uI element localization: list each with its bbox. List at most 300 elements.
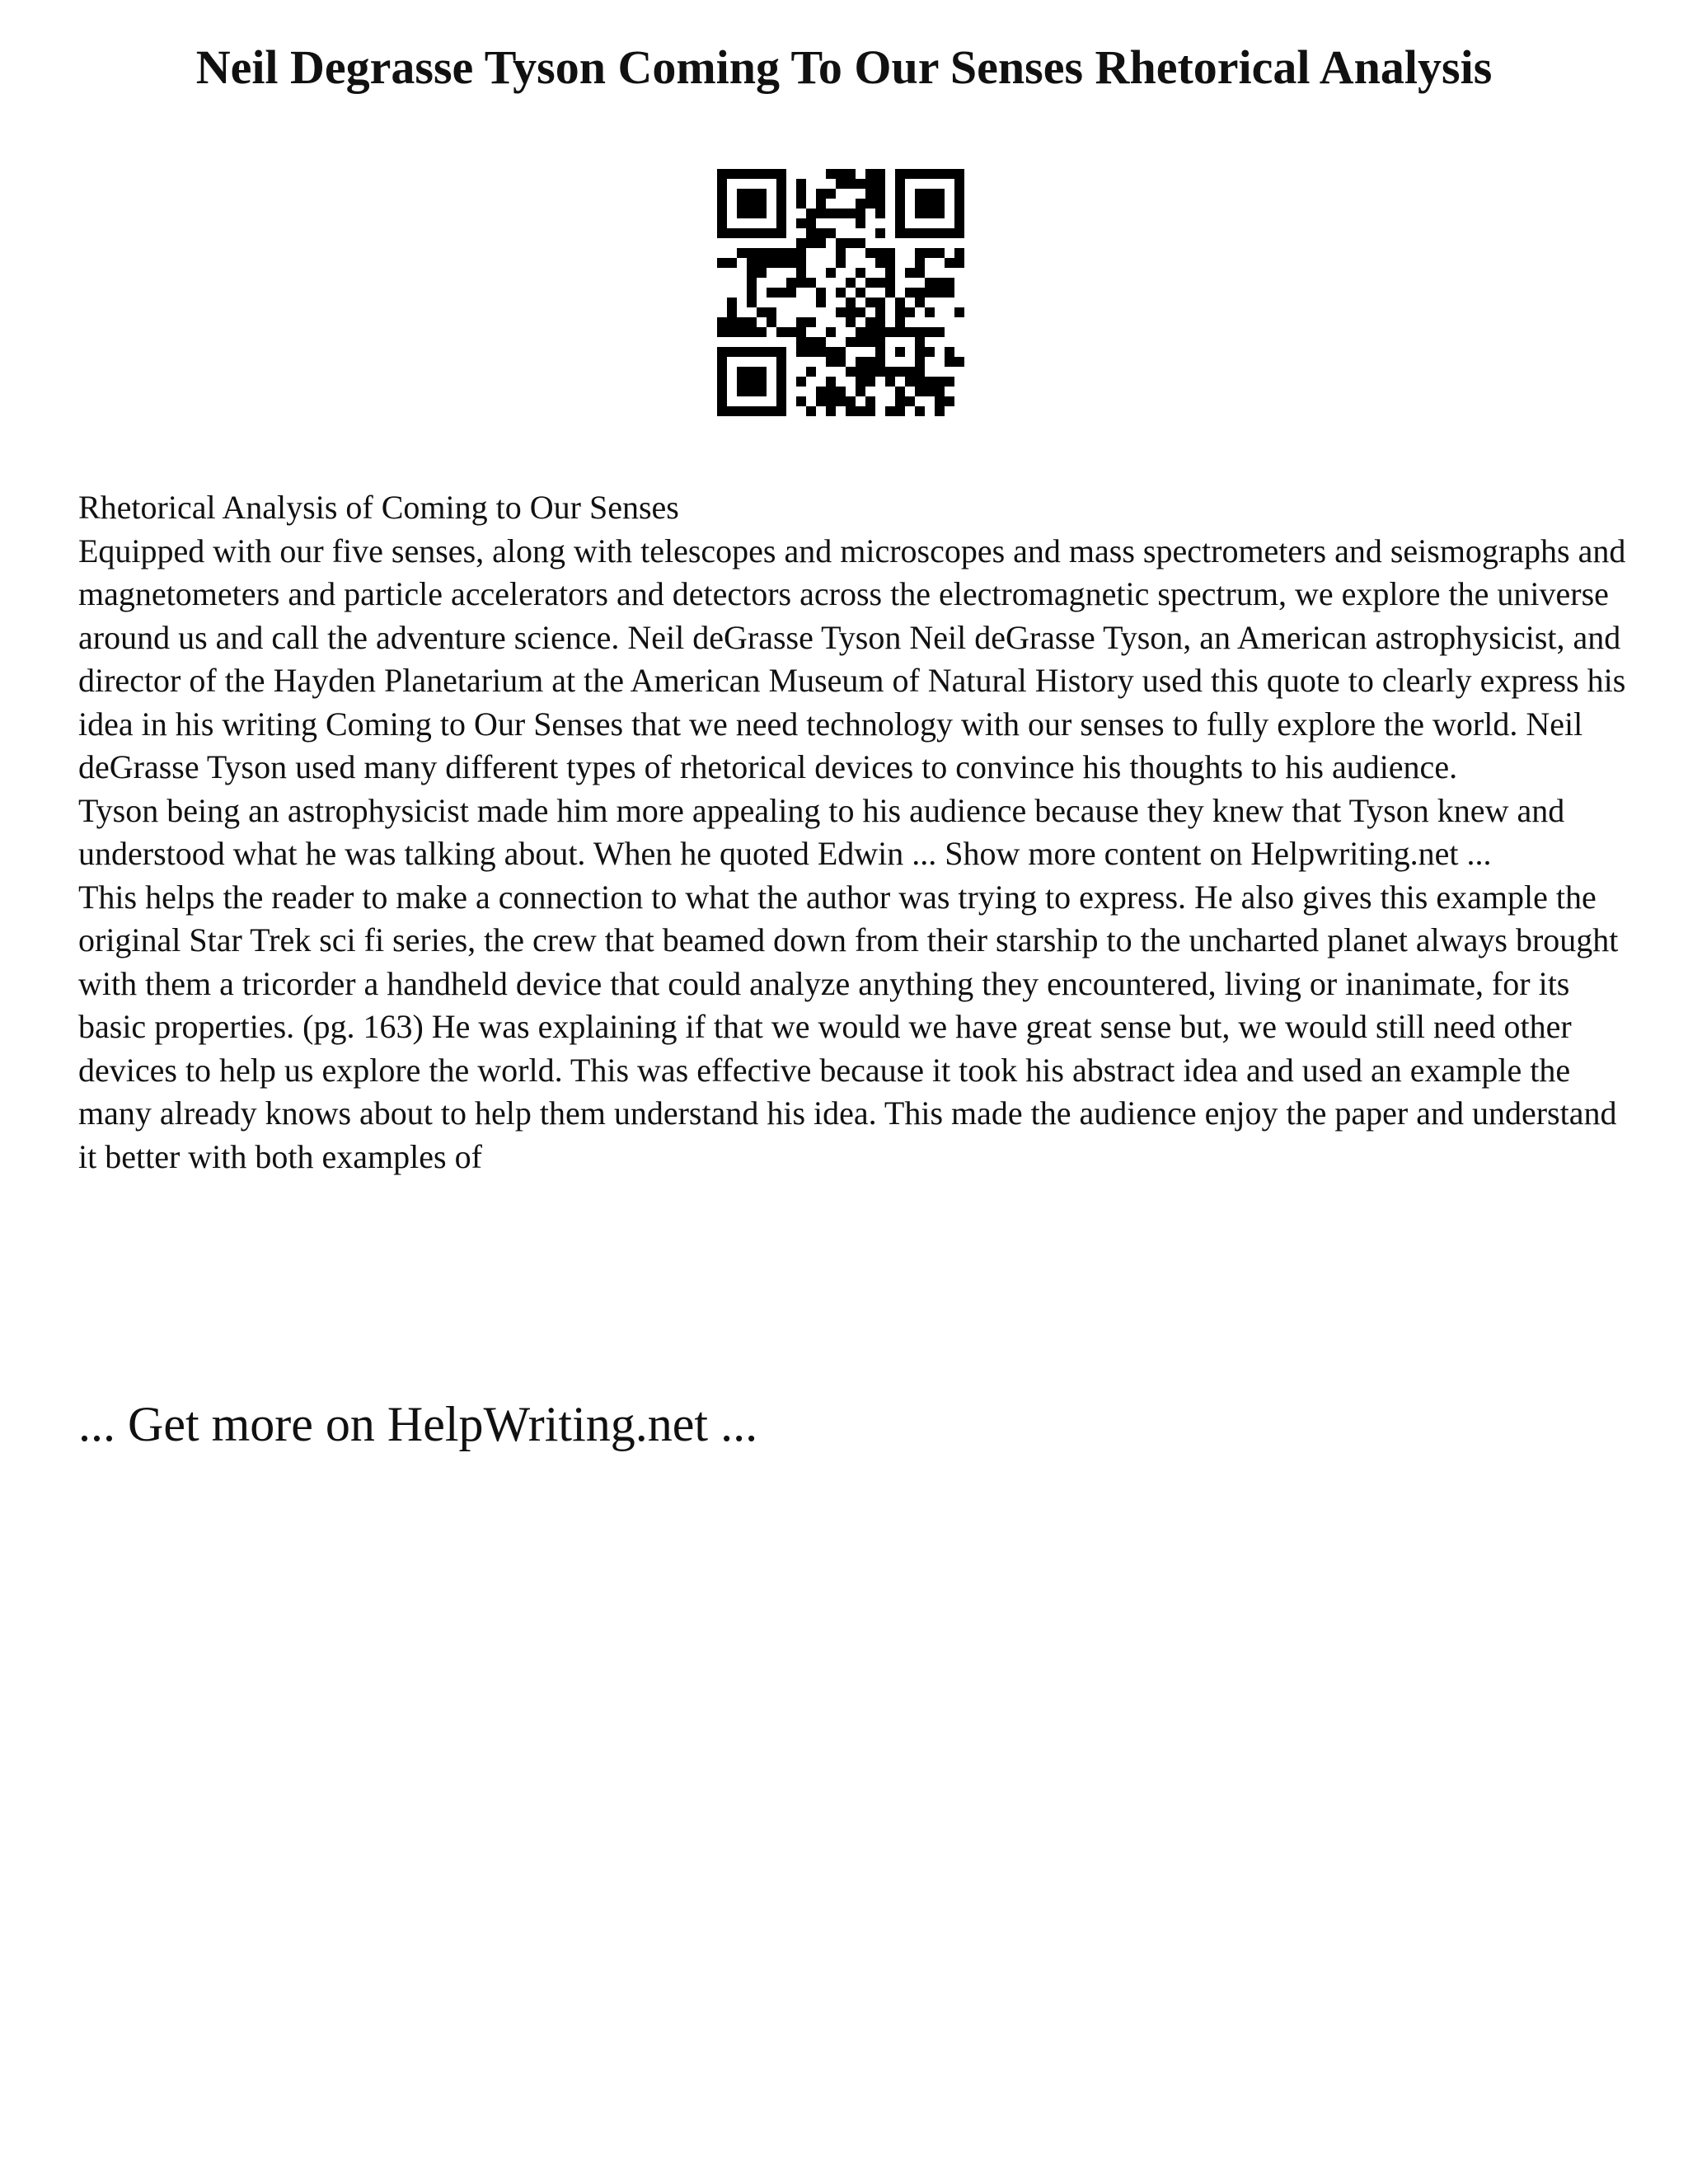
qr-module (925, 387, 935, 396)
qr-module (846, 179, 856, 189)
qr-module (875, 258, 885, 268)
qr-module (895, 347, 905, 357)
qr-module (935, 278, 945, 288)
qr-module (915, 258, 925, 268)
qr-module (865, 406, 875, 416)
qr-module (767, 228, 776, 238)
qr-module (826, 189, 836, 199)
qr-module (826, 209, 836, 218)
qr-module (846, 317, 856, 327)
qr-module (776, 347, 786, 357)
section-heading: Rhetorical Analysis of Coming to Our Senses (78, 489, 679, 526)
qr-module (767, 288, 776, 298)
qr-module (757, 387, 767, 396)
qr-module (846, 406, 856, 416)
qr-module (727, 298, 737, 307)
qr-module (816, 337, 826, 347)
qr-module (875, 248, 885, 258)
qr-module (747, 406, 757, 416)
qr-module (816, 347, 826, 357)
qr-module (757, 199, 767, 209)
qr-module (737, 367, 747, 377)
qr-module (915, 228, 925, 238)
qr-module (875, 179, 885, 189)
qr-module (925, 307, 935, 317)
qr-module (747, 228, 757, 238)
qr-module (915, 199, 925, 209)
qr-module (796, 347, 806, 357)
qr-module (717, 228, 727, 238)
qr-module (836, 209, 846, 218)
qr-module (796, 238, 806, 248)
qr-module (925, 327, 935, 337)
qr-module (954, 199, 964, 209)
qr-module (717, 387, 727, 396)
qr-module (875, 327, 885, 337)
qr-module (757, 248, 767, 258)
qr-module (865, 327, 875, 337)
qr-module (796, 268, 806, 278)
paragraph-intro: Equipped with our five senses, along with telescopes and microscopes and mass spectrometers and seismographs and magnetometers and particle accelerators and detectors across the electromagnetic spectrum, we explore the universe around us and call the adventure science. Neil deGrasse Tyson Neil deGrasse Tyson, an American astrophysicist, and director of the Hayden Planetarium at the American Museum of Natural History used this quote to clearly express his idea in his writing Coming to Our Senses that we need technology with our senses to fully explore the world. Neil deGrasse Tyson used many different types of rhetorical devices to convince his thoughts to his audience. (78, 532, 1626, 785)
qr-module (806, 317, 816, 327)
qr-module (836, 307, 846, 317)
qr-module (875, 367, 885, 377)
qr-module (846, 337, 856, 347)
qr-module (935, 248, 945, 258)
qr-module (885, 288, 895, 298)
qr-module (836, 396, 846, 406)
qr-module (895, 209, 905, 218)
qr-module (806, 278, 816, 288)
qr-module (954, 189, 964, 199)
qr-module (875, 209, 885, 218)
qr-module (737, 189, 747, 199)
qr-module (885, 258, 895, 268)
qr-module (856, 238, 865, 248)
qr-module (747, 347, 757, 357)
qr-module (865, 367, 875, 377)
qr-module (935, 199, 945, 209)
qr-module (836, 387, 846, 396)
qr-module (885, 367, 895, 377)
qr-module (856, 179, 865, 189)
qr-module (776, 387, 786, 396)
qr-module (935, 288, 945, 298)
qr-module (786, 258, 796, 268)
qr-module (925, 189, 935, 199)
qr-module (717, 367, 727, 377)
qr-module (885, 278, 895, 288)
qr-module (865, 189, 875, 199)
qr-module (776, 189, 786, 199)
qr-module (905, 268, 915, 278)
qr-module (767, 258, 776, 268)
qr-module (717, 169, 727, 179)
qr-module (806, 337, 816, 347)
qr-module (945, 288, 954, 298)
qr-module (925, 169, 935, 179)
qr-module (747, 258, 757, 268)
qr-module (776, 406, 786, 416)
qr-module (757, 347, 767, 357)
qr-module (806, 228, 816, 238)
qr-module (915, 169, 925, 179)
qr-module (776, 258, 786, 268)
qr-module (895, 327, 905, 337)
get-more-link[interactable]: ... Get more on HelpWriting.net ... (78, 1397, 758, 1451)
qr-module (816, 387, 826, 396)
qr-module (915, 357, 925, 367)
qr-module (875, 189, 885, 199)
qr-module (954, 209, 964, 218)
qr-module (905, 327, 915, 337)
qr-module (836, 258, 846, 268)
qr-module (915, 209, 925, 218)
qr-module (776, 357, 786, 367)
qr-module (905, 169, 915, 179)
qr-module (856, 199, 865, 209)
qr-module (826, 268, 836, 278)
qr-module (895, 218, 905, 228)
qr-module (875, 347, 885, 357)
qr-module (826, 327, 836, 337)
qr-module (846, 238, 856, 248)
qr-module (717, 317, 727, 327)
qr-module (717, 406, 727, 416)
qr-module (786, 248, 796, 258)
qr-module (836, 347, 846, 357)
qr-module (945, 228, 954, 238)
qr-module (776, 218, 786, 228)
qr-module (757, 377, 767, 387)
qr-module (727, 406, 737, 416)
qr-module (737, 406, 747, 416)
qr-module (945, 278, 954, 288)
qr-module (816, 396, 826, 406)
qr-module (767, 347, 776, 357)
qr-module (717, 179, 727, 189)
qr-module (826, 357, 836, 367)
qr-module (816, 199, 826, 209)
qr-module (717, 258, 727, 268)
qr-module (846, 209, 856, 218)
qr-module (895, 307, 905, 317)
qr-module (875, 199, 885, 209)
qr-module (767, 317, 776, 327)
qr-module (954, 248, 964, 258)
qr-module (757, 228, 767, 238)
qr-module (747, 298, 757, 307)
qr-module (796, 189, 806, 199)
qr-module (826, 396, 836, 406)
qr-module (747, 367, 757, 377)
qr-module (776, 288, 786, 298)
qr-module (796, 218, 806, 228)
qr-module (915, 406, 925, 416)
qr-module (747, 199, 757, 209)
qr-module (846, 169, 856, 179)
qr-module (865, 317, 875, 327)
qr-module (776, 396, 786, 406)
qr-module (954, 169, 964, 179)
qr-module (945, 396, 954, 406)
qr-module (757, 268, 767, 278)
qr-module (954, 258, 964, 268)
qr-module (727, 228, 737, 238)
qr-module (737, 347, 747, 357)
qr-module (747, 317, 757, 327)
qr-module (747, 288, 757, 298)
qr-module (846, 278, 856, 288)
qr-module (776, 248, 786, 258)
qr-module (727, 258, 737, 268)
qr-module (836, 179, 846, 189)
qr-module (826, 347, 836, 357)
qr-module (826, 228, 836, 238)
qr-module (737, 327, 747, 337)
qr-module (915, 377, 925, 387)
qr-module (786, 327, 796, 337)
qr-module (885, 268, 895, 278)
qr-module (767, 248, 776, 258)
qr-module (865, 337, 875, 347)
qr-module (935, 228, 945, 238)
qr-module (885, 377, 895, 387)
qr-module (836, 288, 846, 298)
qr-module (796, 179, 806, 189)
qr-module (767, 169, 776, 179)
qr-module (925, 288, 935, 298)
qr-module (776, 199, 786, 209)
qr-module (865, 377, 875, 387)
qr-module (757, 406, 767, 416)
qr-module (905, 396, 915, 406)
qr-module (776, 327, 786, 337)
qr-module (895, 228, 905, 238)
qr-module (915, 387, 925, 396)
qr-module (806, 347, 816, 357)
qr-module (895, 298, 905, 307)
qr-module (737, 209, 747, 218)
qr-module (925, 209, 935, 218)
qr-module (796, 258, 806, 268)
qr-module (806, 209, 816, 218)
qr-module (816, 288, 826, 298)
qr-module (915, 288, 925, 298)
qr-module (925, 278, 935, 288)
qr-module (865, 179, 875, 189)
qr-module (875, 169, 885, 179)
qr-module (796, 199, 806, 209)
qr-module (747, 327, 757, 337)
qr-module (757, 307, 767, 317)
qr-module (796, 248, 806, 258)
qr-module (856, 307, 865, 317)
qr-module (757, 327, 767, 337)
qr-module (875, 278, 885, 288)
qr-module (915, 248, 925, 258)
qr-module (826, 387, 836, 396)
qr-module (945, 357, 954, 367)
qr-module (767, 406, 776, 416)
qr-module (737, 199, 747, 209)
qr-module (816, 238, 826, 248)
qr-module (915, 347, 925, 357)
qr-module (856, 218, 865, 228)
qr-module (757, 258, 767, 268)
qr-module (945, 258, 954, 268)
qr-module (717, 199, 727, 209)
qr-module (856, 327, 865, 337)
qr-module (954, 357, 964, 367)
qr-module (935, 189, 945, 199)
qr-module (915, 337, 925, 347)
qr-module (796, 278, 806, 288)
qr-module (915, 367, 925, 377)
qr-module (935, 327, 945, 337)
qr-module (905, 288, 915, 298)
qr-module (806, 218, 816, 228)
qr-module (826, 169, 836, 179)
qr-module (747, 278, 757, 288)
qr-module (856, 367, 865, 377)
qr-module (935, 396, 945, 406)
qr-module (856, 337, 865, 347)
document-body (78, 486, 1628, 1179)
qr-module (856, 406, 865, 416)
qr-module (875, 307, 885, 317)
qr-module (737, 228, 747, 238)
qr-module (737, 387, 747, 396)
qr-module (717, 209, 727, 218)
qr-module (895, 179, 905, 189)
qr-module (786, 288, 796, 298)
qr-module (776, 209, 786, 218)
qr-module (954, 179, 964, 189)
qr-module (915, 268, 925, 278)
qr-module (826, 377, 836, 387)
qr-module (895, 367, 905, 377)
qr-module (935, 387, 945, 396)
qr-module (875, 357, 885, 367)
qr-module (747, 189, 757, 199)
qr-module (925, 248, 935, 258)
qr-module (717, 347, 727, 357)
qr-module (806, 238, 816, 248)
qr-module (895, 189, 905, 199)
qr-module (856, 377, 865, 387)
qr-module (885, 406, 895, 416)
qr-module (954, 307, 964, 317)
qr-module (856, 387, 865, 396)
qr-module (875, 228, 885, 238)
qr-module (846, 396, 856, 406)
paragraph-ethos: Tyson being an astrophysicist made him more appealing to his audience because they knew that Tyson knew and understood what he was talking about. When he quoted Edwin ... Show more content on Helpwriting.net ... (78, 791, 1565, 872)
qr-module (945, 347, 954, 357)
qr-module (935, 209, 945, 218)
qr-module (796, 327, 806, 337)
qr-module (717, 189, 727, 199)
qr-module (747, 209, 757, 218)
qr-module (865, 199, 875, 209)
qr-module (954, 228, 964, 238)
qr-module (796, 396, 806, 406)
qr-module (865, 248, 875, 258)
qr-module (816, 209, 826, 218)
qr-module (836, 357, 846, 367)
qr-module (856, 268, 865, 278)
paragraph-example: This helps the reader to make a connection to what the author was trying to express. He also gives this example the original Star Trek sci fi series, the crew that beamed down from their starship to the uncharted planet always brought with them a tricorder a handheld device that could analyze anything they encountered, living or inanimate, for its basic properties. (pg. 163) He was explaining if that we would we have great sense but, we would still need other devices to help us explore the world. This was effective because it took his abstract idea and used an example the many already knows about to help them understand his idea. This made the audience enjoy the paper and understand it better with both examples of (78, 878, 1619, 1175)
qr-module (865, 357, 875, 367)
qr-module (846, 307, 856, 317)
qr-module (767, 307, 776, 317)
qr-module (905, 367, 915, 377)
qr-module (816, 189, 826, 199)
qr-module (747, 387, 757, 396)
qr-module (737, 377, 747, 387)
qr-module (757, 209, 767, 218)
qr-module (945, 377, 954, 387)
qr-module (737, 317, 747, 327)
qr-module (747, 248, 757, 258)
qr-module (737, 169, 747, 179)
qr-module (925, 377, 935, 387)
qr-module (915, 327, 925, 337)
qr-module (895, 199, 905, 209)
qr-module (776, 367, 786, 377)
qr-module (747, 377, 757, 387)
qr-module (856, 209, 865, 218)
qr-module (895, 406, 905, 416)
qr-module (757, 169, 767, 179)
qr-module (727, 307, 737, 317)
qr-module (865, 169, 875, 179)
qr-module (885, 327, 895, 337)
qr-module (895, 169, 905, 179)
qr-module (905, 307, 915, 317)
qr-module (885, 248, 895, 258)
qr-module (905, 377, 915, 387)
qr-module (776, 228, 786, 238)
qr-module (717, 357, 727, 367)
qr-module (915, 189, 925, 199)
qr-module (796, 317, 806, 327)
document-title: Neil Degrasse Tyson Coming To Our Senses Rhetorical Analysis (195, 40, 1493, 94)
qr-module (747, 268, 757, 278)
qr-module (865, 298, 875, 307)
qr-module (717, 327, 727, 337)
qr-module (875, 337, 885, 347)
qr-module (895, 396, 905, 406)
qr-module (727, 347, 737, 357)
qr-module (856, 288, 865, 298)
qr-module (895, 387, 905, 396)
qr-module (925, 347, 935, 357)
qr-module (895, 317, 905, 327)
qr-module (786, 278, 796, 288)
qr-module (875, 317, 885, 327)
qr-module (925, 199, 935, 209)
qr-module (737, 248, 747, 258)
qr-module (776, 179, 786, 189)
qr-module (816, 228, 826, 238)
qr-module (776, 377, 786, 387)
qr-code-icon (717, 169, 964, 416)
qr-module (796, 337, 806, 347)
qr-module (905, 228, 915, 238)
qr-module (846, 298, 856, 307)
qr-module (925, 228, 935, 238)
